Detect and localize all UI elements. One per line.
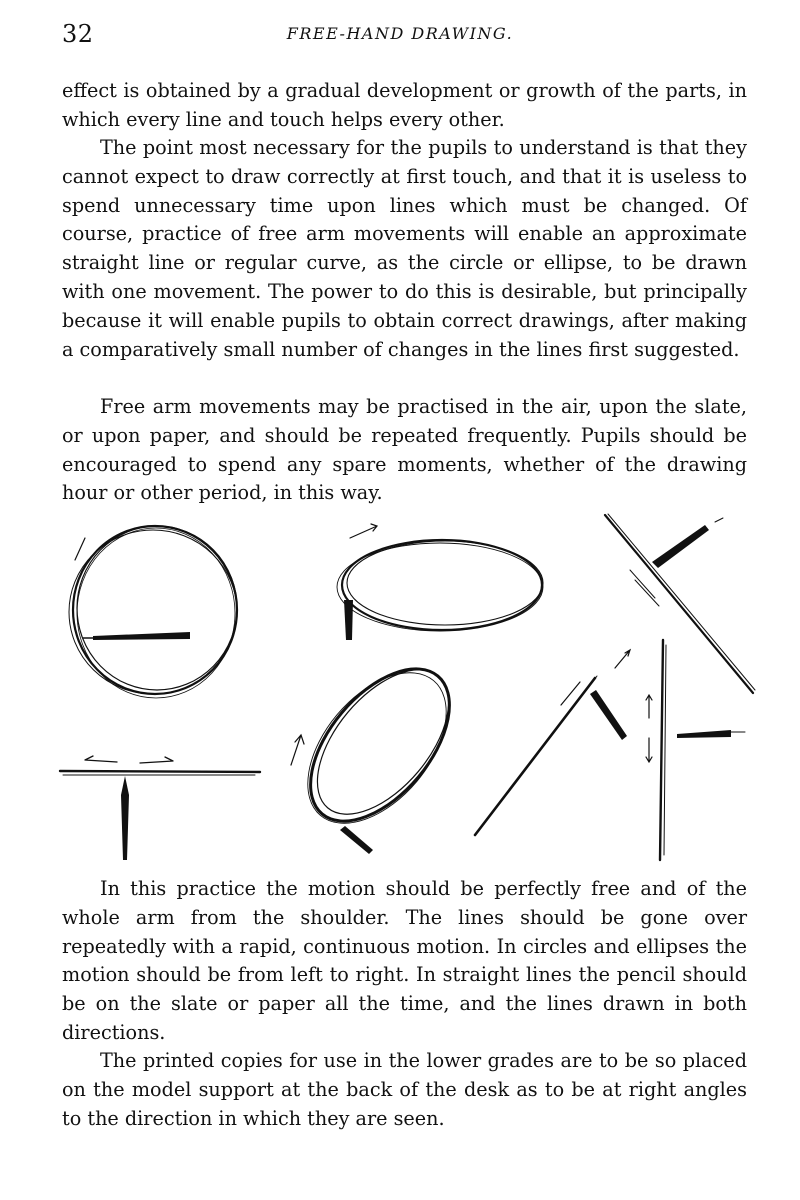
pencil-horizontal-line-drawing-icon <box>60 756 260 860</box>
paragraph-1: effect is obtained by a gradual development or growth of the parts, in which every line and touch helps every other. <box>62 79 747 131</box>
running-title: FREE-HAND DRAWING. <box>286 24 514 43</box>
paragraph-5: The printed copies for use in the lower grades are to be so placed on the model support at the back of the desk as to be at right angles to the direction in which they are seen. <box>62 1049 747 1130</box>
paragraph-4: In this practice the motion should be perfectly free and of the whole arm from the shoulder. The lines should be gone over repeatedly with a rapid, continuous motion. In circles and ellipses the motion should be from left to right. In straight lines the pencil should be on the slate or paper all the time, and the lines drawn in both directions. <box>62 877 747 1044</box>
page-number: 32 <box>62 20 94 48</box>
pencil-vertical-line-drawing-icon <box>646 640 745 860</box>
pencil-diagonal-line-drawing-icon <box>605 514 755 693</box>
paragraph-2: The point most necessary for the pupils to understand is that they cannot expect to draw correctly at first touch, and that it is useless to spend unnecessary time upon lines which must be changed. Of course, practice of free arm movements will enable an approximate straight line or regular curve, as the circle or ellipse, to be drawn with one movement. The power to do this is desirable, but principally because it will enable pupils to obtain correct drawings, after making a comparatively small number of changes in the lines first suggested. <box>62 136 747 361</box>
free-arm-movement-illustration <box>55 510 760 870</box>
paragraph-3: Free arm movements may be practised in the air, upon the slate, or upon paper, and should be repeated frequently. Pupils should be encouraged to spend any spare moments, whether of the drawing hour or other period, in this way. <box>62 395 747 505</box>
pencil-circle-drawing-icon <box>69 526 237 698</box>
pencil-tilted-ellipse-drawing-icon <box>281 644 477 854</box>
pencil-ellipse-drawing-icon <box>337 524 543 640</box>
pencil-slanted-line-drawing-icon <box>475 650 630 835</box>
